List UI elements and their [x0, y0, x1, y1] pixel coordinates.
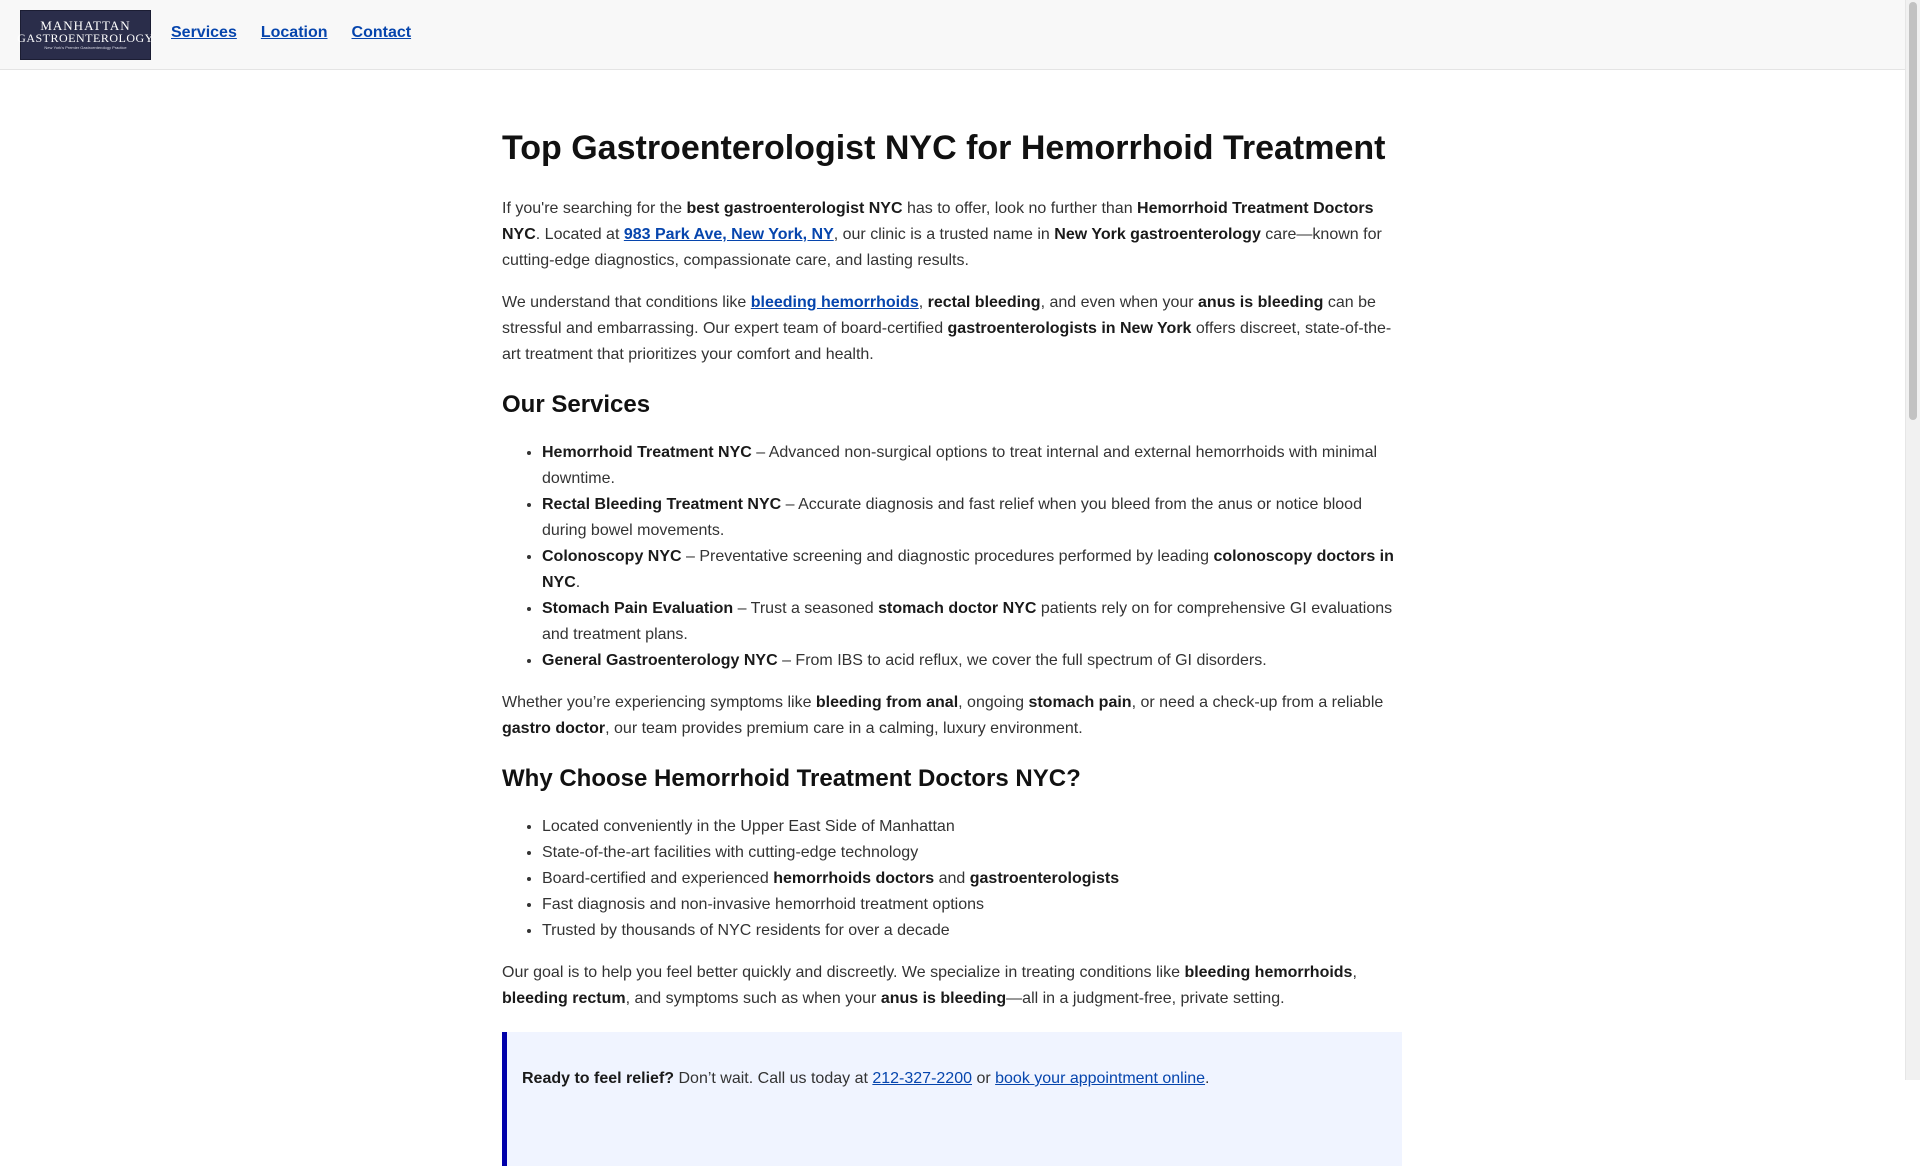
why-choose-list [502, 814, 1402, 944]
nav-services-link[interactable]: Services [171, 24, 237, 41]
list-item: • Board-certified and experienced hemorrhoids doctors and gastroenterologists [542, 866, 1402, 892]
site-logo[interactable] [17, 10, 154, 60]
cta-heading: Ready to feel relief? [522, 1070, 675, 1087]
list-item: • Fast diagnosis and non-invasive hemorrhoid treatment options [542, 892, 1402, 918]
list-item: • Trusted by thousands of NYC residents for over a decade [542, 918, 1402, 944]
list-item: • Colonoscopy NYC – Preventative screening and diagnostic procedures performed by leading colonoscopy doctors in NYC. [542, 544, 1402, 596]
list-item: • Hemorrhoid Treatment NYC – Advanced non-surgical options to treat internal and external hemorrhoids with minimal downtime. [542, 440, 1402, 492]
intro-paragraph-2: We understand that conditions like bleeding hemorrhoids, rectal bleeding, and even when your anus is bleeding can be stressful and embarrassing. Our expert team of board-certified gastroenterologists in New York offers discreet, state-of-the-art treatment that prioritizes your comfort and health. [502, 294, 1392, 363]
page-title: Top Gastroenterologist NYC for Hemorrhoid Treatment [502, 129, 1386, 167]
services-summary: Whether you’re experiencing symptoms like bleeding from anal, ongoing stomach pain, or need a check-up from a reliable gastro doctor, our team provides premium care in a calming, luxury environment. [502, 694, 1384, 737]
site-header [0, 0, 1905, 70]
goal-paragraph: Our goal is to help you feel better quickly and discreetly. We specialize in treating conditions like bleeding hemorrhoids, bleeding rectum, and symptoms such as when your anus is bleeding—all in a judgment-free, private setting. [502, 964, 1357, 1007]
phone-link[interactable]: 212-327-2200 [872, 1070, 972, 1087]
vertical-scrollbar[interactable] [1905, 0, 1920, 1080]
list-item: • Located conveniently in the Upper East Side of Manhattan [542, 814, 1402, 840]
why-choose-heading: Why Choose Hemorrhoid Treatment Doctors NYC? [502, 765, 1081, 792]
logo-tagline: New York's Premier Gastroenterology Practice [44, 45, 127, 50]
address-link[interactable]: 983 Park Ave, New York, NY [623, 226, 834, 243]
logo-line-2: GASTROENTEROLOGY [17, 31, 154, 45]
book-appointment-link[interactable]: book your appointment online [995, 1070, 1206, 1087]
intro-paragraph-1: If you're searching for the best gastroenterologist NYC has to offer, look no further than Hemorrhoid Treatment Doctors NYC. Located at 983 Park Ave, New York, NY, our clinic is a trusted name in New York gastroenterology care—known for cutting-edge diagnostics, compassionate care, and lasting results. [502, 200, 1382, 269]
logo-line-1: MANHATTAN [40, 18, 131, 33]
bleeding-hemorrhoids-link[interactable]: bleeding hemorrhoids [750, 294, 919, 311]
scrollbar-thumb[interactable] [1909, 2, 1917, 420]
list-item: • General Gastroenterology NYC – From IBS to acid reflux, we cover the full spectrum of GI disorders. [542, 648, 1402, 674]
cta-box: Ready to feel relief? Don’t wait. Call us today at 212-327-2200 or book your appointment online. [502, 1032, 1402, 1166]
main-content [502, 98, 1402, 1166]
services-heading: Our Services [502, 391, 651, 418]
list-item: • State-of-the-art facilities with cutting-edge technology [542, 840, 1402, 866]
main-nav [171, 24, 411, 42]
nav-contact-link[interactable]: Contact [351, 24, 412, 41]
nav-location-link[interactable]: Location [260, 24, 328, 41]
list-item: • Stomach Pain Evaluation – Trust a seasoned stomach doctor NYC patients rely on for comprehensive GI evaluations and treatment plans. [542, 596, 1402, 648]
list-item: • Rectal Bleeding Treatment NYC – Accurate diagnosis and fast relief when you bleed from the anus or notice blood during bowel movements. [542, 492, 1402, 544]
services-list [502, 440, 1402, 674]
